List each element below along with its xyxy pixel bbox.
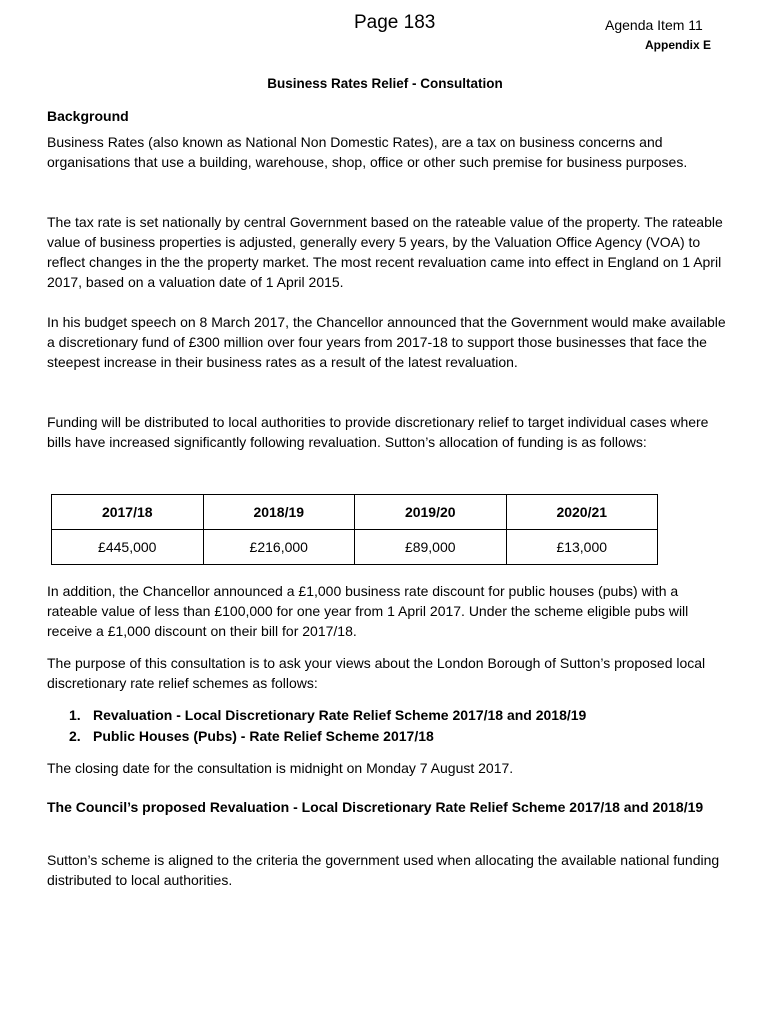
- agenda-item-label: Agenda Item 11: [605, 17, 703, 33]
- table-cell: £13,000: [506, 530, 658, 565]
- list-item-number: 1.: [69, 707, 81, 723]
- table-header-cell: 2017/18: [52, 495, 204, 530]
- closing-date-text: The closing date for the consultation is midnight on Monday 7 August 2017.: [47, 760, 514, 776]
- paragraph-budget-speech: In his budget speech on 8 March 2017, the Chancellor announced that the Government would make available a discretionary fund of £300 million over four years from 2017-18 to support those businesses that face the steepest increase in their business rates as a result of the latest revaluation.: [47, 314, 726, 370]
- paragraph-business-rates: Business Rates (also known as National Non Domestic Rates), are a tax on business concerns and organisations that use a building, warehouse, shop, office or other such premise for business purposes.: [47, 134, 688, 170]
- list-item-number: 2.: [69, 728, 81, 744]
- table-header-row: [52, 495, 658, 530]
- paragraph-scheme-criteria: Sutton’s scheme is aligned to the criteria the government used when allocating the available national funding distributed to local authorities.: [47, 852, 720, 888]
- paragraph-tax-rate: The tax rate is set nationally by central Government based on the rateable value of the property. The rateable value of business properties is adjusted, generally every 5 years, by the Valuation Office Agency (VOA) to reflect changes in the the property market. The most recent revaluation came into effect in England on 1 April 2017, based on a valuation date of 1 April 2015.: [47, 214, 723, 290]
- table-row: [52, 530, 658, 565]
- paragraph-consultation-purpose: The purpose of this consultation is to ask your views about the London Borough of Sutton’s proposed local discretionary rate relief schemes as follows:: [47, 655, 706, 691]
- document-title: Business Rates Relief - Consultation: [267, 76, 503, 91]
- paragraph-funding: Funding will be distributed to local authorities to provide discretionary relief to target individual cases where bills have increased significantly following revaluation. Sutton’s allocation of funding is as follows:: [47, 414, 709, 450]
- list-item: [47, 705, 586, 726]
- table-cell: £216,000: [203, 530, 355, 565]
- page-number: Page 183: [354, 12, 436, 33]
- table-cell: £89,000: [355, 530, 507, 565]
- funding-allocation-table: [51, 494, 658, 565]
- table-header-cell: 2019/20: [355, 495, 507, 530]
- paragraph-pubs-discount: In addition, the Chancellor announced a £1,000 business rate discount for public houses (pubs) with a rateable value of less than £100,000 for one year from 1 April 2017. Under the scheme eligible pubs will receive a £1,000 discount on their bill for 2017/18.: [47, 583, 689, 639]
- table-header-cell: 2018/19: [203, 495, 355, 530]
- list-item-text: Public Houses (Pubs) - Rate Relief Scheme 2017/18: [93, 728, 434, 744]
- list-item-text: Revaluation - Local Discretionary Rate Relief Scheme 2017/18 and 2018/19: [93, 707, 587, 723]
- scheme-list: [47, 705, 586, 747]
- appendix-label: Appendix E: [645, 38, 712, 52]
- proposed-scheme-heading: The Council’s proposed Revaluation - Local Discretionary Rate Relief Scheme 2017/18 and 2018/19: [47, 799, 704, 815]
- table-cell: £445,000: [52, 530, 204, 565]
- list-item: [47, 726, 586, 747]
- background-heading: Background: [47, 108, 129, 124]
- table-header-cell: 2020/21: [506, 495, 658, 530]
